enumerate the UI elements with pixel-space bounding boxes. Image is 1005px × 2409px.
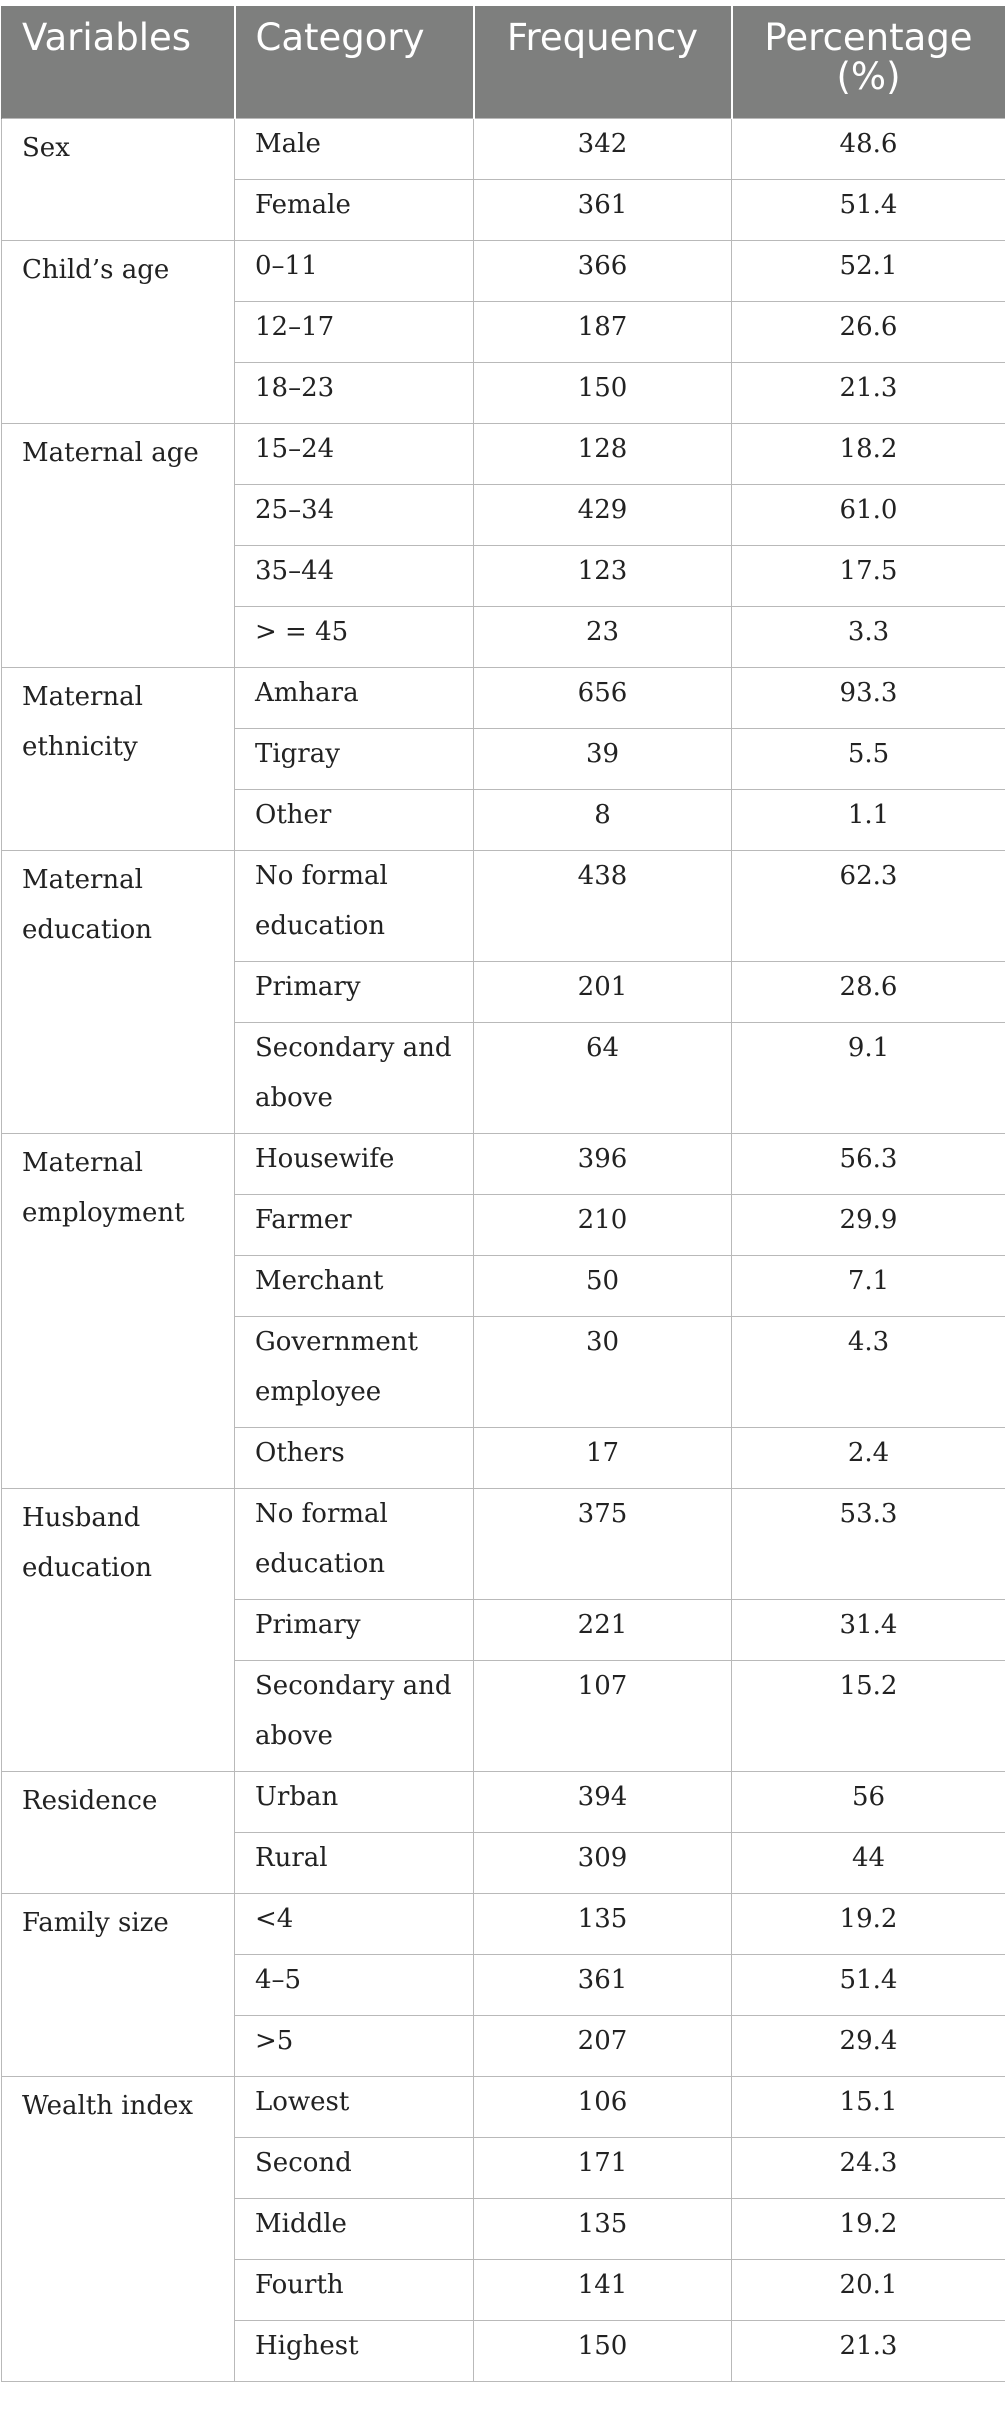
frequency-cell: 135 xyxy=(474,2198,732,2259)
percentage-cell: 44 xyxy=(732,1832,1005,1893)
variable-cell: Maternal education xyxy=(2,850,235,1133)
table-row xyxy=(2,2076,1005,2137)
category-cell: 35–44 xyxy=(235,545,474,606)
frequency-cell: 128 xyxy=(474,423,732,484)
percentage-cell: 5.5 xyxy=(732,728,1005,789)
header-frequency: Frequency xyxy=(474,6,732,118)
percentage-cell: 48.6 xyxy=(732,118,1005,179)
category-cell: Primary xyxy=(235,961,474,1022)
percentage-cell: 19.2 xyxy=(732,1893,1005,1954)
table-row xyxy=(2,1488,1005,1599)
percentage-cell: 51.4 xyxy=(732,1954,1005,2015)
percentage-cell: 15.2 xyxy=(732,1660,1005,1771)
frequency-cell: 135 xyxy=(474,1893,732,1954)
frequency-cell: 201 xyxy=(474,961,732,1022)
category-cell: Lowest xyxy=(235,2076,474,2137)
frequency-cell: 8 xyxy=(474,789,732,850)
category-cell: <4 xyxy=(235,1893,474,1954)
frequency-cell: 30 xyxy=(474,1316,732,1427)
category-cell: Fourth xyxy=(235,2259,474,2320)
frequency-cell: 342 xyxy=(474,118,732,179)
category-cell: No formal education xyxy=(235,850,474,961)
variable-cell: Residence xyxy=(2,1771,235,1893)
percentage-cell: 4.3 xyxy=(732,1316,1005,1427)
percentage-cell: 15.1 xyxy=(732,2076,1005,2137)
category-cell: Others xyxy=(235,1427,474,1488)
frequency-cell: 375 xyxy=(474,1488,732,1599)
frequency-cell: 50 xyxy=(474,1255,732,1316)
category-cell: 0–11 xyxy=(235,240,474,301)
percentage-cell: 29.9 xyxy=(732,1194,1005,1255)
percentage-cell: 62.3 xyxy=(732,850,1005,961)
category-cell: No formal education xyxy=(235,1488,474,1599)
frequency-cell: 17 xyxy=(474,1427,732,1488)
variable-cell: Family size xyxy=(2,1893,235,2076)
frequency-cell: 106 xyxy=(474,2076,732,2137)
category-cell: Farmer xyxy=(235,1194,474,1255)
variable-cell: Maternal age xyxy=(2,423,235,667)
header-variables: Variables xyxy=(2,6,235,118)
category-cell: Other xyxy=(235,789,474,850)
frequency-cell: 39 xyxy=(474,728,732,789)
table-row xyxy=(2,423,1005,484)
percentage-cell: 1.1 xyxy=(732,789,1005,850)
percentage-cell: 2.4 xyxy=(732,1427,1005,1488)
frequency-cell: 171 xyxy=(474,2137,732,2198)
category-cell: Primary xyxy=(235,1599,474,1660)
category-cell: 18–23 xyxy=(235,362,474,423)
frequency-cell: 394 xyxy=(474,1771,732,1832)
percentage-cell: 51.4 xyxy=(732,179,1005,240)
table-row xyxy=(2,1771,1005,1832)
percentage-cell: 61.0 xyxy=(732,484,1005,545)
category-cell: 15–24 xyxy=(235,423,474,484)
table-header xyxy=(2,6,1005,118)
frequency-cell: 361 xyxy=(474,1954,732,2015)
frequency-cell: 150 xyxy=(474,362,732,423)
percentage-cell: 21.3 xyxy=(732,2320,1005,2381)
variable-cell: Wealth index xyxy=(2,2076,235,2381)
frequency-cell: 123 xyxy=(474,545,732,606)
variable-cell: Sex xyxy=(2,118,235,240)
table-row xyxy=(2,667,1005,728)
table-body xyxy=(2,118,1005,2381)
category-cell: Second xyxy=(235,2137,474,2198)
percentage-cell: 52.1 xyxy=(732,240,1005,301)
variable-cell: Maternal employment xyxy=(2,1133,235,1488)
category-cell: Government employee xyxy=(235,1316,474,1427)
data-table xyxy=(1,6,1005,2382)
percentage-cell: 18.2 xyxy=(732,423,1005,484)
frequency-cell: 361 xyxy=(474,179,732,240)
percentage-cell: 26.6 xyxy=(732,301,1005,362)
frequency-cell: 141 xyxy=(474,2259,732,2320)
variable-cell: Child’s age xyxy=(2,240,235,423)
percentage-cell: 56 xyxy=(732,1771,1005,1832)
frequency-cell: 64 xyxy=(474,1022,732,1133)
table-row xyxy=(2,1893,1005,1954)
percentage-cell: 9.1 xyxy=(732,1022,1005,1133)
category-cell: Female xyxy=(235,179,474,240)
category-cell: Tigray xyxy=(235,728,474,789)
percentage-cell: 24.3 xyxy=(732,2137,1005,2198)
percentage-cell: 19.2 xyxy=(732,2198,1005,2259)
frequency-cell: 309 xyxy=(474,1832,732,1893)
percentage-cell: 7.1 xyxy=(732,1255,1005,1316)
frequency-cell: 207 xyxy=(474,2015,732,2076)
frequency-cell: 23 xyxy=(474,606,732,667)
category-cell: Middle xyxy=(235,2198,474,2259)
percentage-cell: 93.3 xyxy=(732,667,1005,728)
frequency-cell: 210 xyxy=(474,1194,732,1255)
category-cell: Housewife xyxy=(235,1133,474,1194)
percentage-cell: 56.3 xyxy=(732,1133,1005,1194)
category-cell: 12–17 xyxy=(235,301,474,362)
frequency-cell: 438 xyxy=(474,850,732,961)
category-cell: Merchant xyxy=(235,1255,474,1316)
table-row xyxy=(2,240,1005,301)
header-category: Category xyxy=(235,6,474,118)
category-cell: Amhara xyxy=(235,667,474,728)
percentage-cell: 28.6 xyxy=(732,961,1005,1022)
percentage-cell: 53.3 xyxy=(732,1488,1005,1599)
header-percentage: Percentage (%) xyxy=(732,6,1005,118)
category-cell: >5 xyxy=(235,2015,474,2076)
category-cell: 4–5 xyxy=(235,1954,474,2015)
frequency-cell: 221 xyxy=(474,1599,732,1660)
category-cell: Highest xyxy=(235,2320,474,2381)
variable-cell: Maternal ethnicity xyxy=(2,667,235,850)
header-row xyxy=(2,6,1005,118)
frequency-cell: 366 xyxy=(474,240,732,301)
table-row xyxy=(2,118,1005,179)
category-cell: Secondary and above xyxy=(235,1660,474,1771)
frequency-cell: 656 xyxy=(474,667,732,728)
percentage-cell: 20.1 xyxy=(732,2259,1005,2320)
category-cell: Urban xyxy=(235,1771,474,1832)
frequency-cell: 396 xyxy=(474,1133,732,1194)
percentage-cell: 3.3 xyxy=(732,606,1005,667)
table-row xyxy=(2,1133,1005,1194)
frequency-cell: 187 xyxy=(474,301,732,362)
category-cell: Secondary and above xyxy=(235,1022,474,1133)
percentage-cell: 21.3 xyxy=(732,362,1005,423)
variable-cell: Husband education xyxy=(2,1488,235,1771)
percentage-cell: 29.4 xyxy=(732,2015,1005,2076)
percentage-cell: 17.5 xyxy=(732,545,1005,606)
frequency-cell: 107 xyxy=(474,1660,732,1771)
frequency-cell: 150 xyxy=(474,2320,732,2381)
percentage-cell: 31.4 xyxy=(732,1599,1005,1660)
category-cell: Rural xyxy=(235,1832,474,1893)
table-row xyxy=(2,850,1005,961)
category-cell: Male xyxy=(235,118,474,179)
category-cell: 25–34 xyxy=(235,484,474,545)
category-cell: > = 45 xyxy=(235,606,474,667)
frequency-cell: 429 xyxy=(474,484,732,545)
